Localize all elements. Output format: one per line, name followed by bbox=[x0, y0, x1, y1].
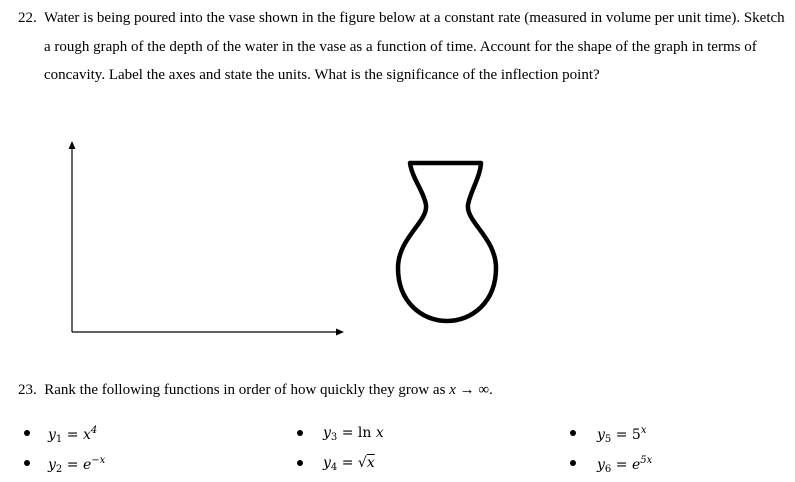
question-23-suffix: → ∞. bbox=[455, 382, 493, 398]
bullet bbox=[297, 430, 303, 436]
function-y6: $y_6 = e^{5x}$ bbox=[597, 455, 653, 475]
vase-figure bbox=[398, 163, 496, 321]
bullet bbox=[24, 460, 30, 466]
question-22-body: Water is being poured into the vase shown in the figure below at a constant rate (measured in volume per unit time). Sketch a rough graph of the depth of the water in the vase as a function of time. Account for the shape of the graph in terms of concavity. Label the axes and state the units. What is the significance of the inflection point? bbox=[43, 10, 785, 83]
question-23 bbox=[18, 382, 493, 399]
question-23-number: 23. bbox=[18, 382, 37, 398]
bullet bbox=[570, 460, 576, 466]
function-y2: $y_2 = e^{-x}$ bbox=[48, 455, 106, 475]
function-y4: $y_4 = √x$ bbox=[323, 455, 375, 473]
bullet bbox=[570, 430, 576, 436]
vase-outline bbox=[398, 163, 496, 321]
bullet bbox=[24, 430, 30, 436]
function-y1: $y_1 = x^4$ bbox=[48, 425, 98, 445]
blank-axes bbox=[69, 141, 345, 336]
question-22-number: 22. bbox=[18, 10, 37, 26]
x-axis-arrowhead bbox=[336, 329, 344, 336]
question-23-var: x bbox=[449, 382, 456, 398]
bullet bbox=[297, 460, 303, 466]
y-axis-arrowhead bbox=[69, 141, 76, 149]
question-23-prefix: Rank the following functions in order of how quickly they grow as bbox=[44, 382, 450, 398]
function-y5: $y_5 = 5^x$ bbox=[597, 425, 647, 445]
function-y3: $y_3 = \ln x$ bbox=[323, 425, 384, 443]
